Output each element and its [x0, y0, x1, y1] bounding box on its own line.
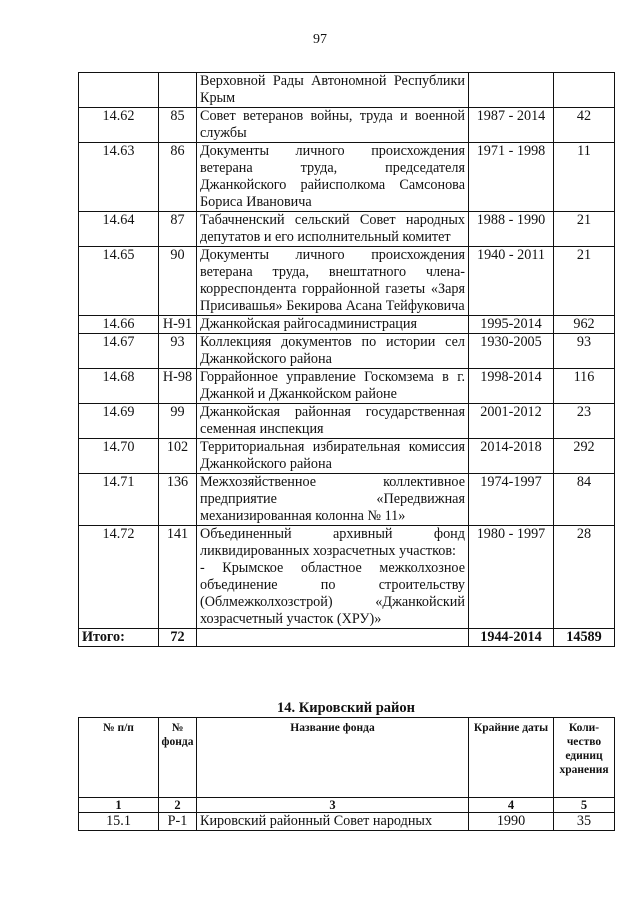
total-row	[79, 629, 615, 647]
date-range: 1995-2014	[469, 316, 554, 334]
column-index: 5	[554, 798, 615, 813]
fund-number: Р-1	[159, 813, 197, 831]
fund-name: Горрайонное управление Госкомзема в г. Джанкой и Джанкойском районе	[197, 369, 469, 404]
fund-number: 86	[159, 143, 197, 212]
row-number: 14.67	[79, 334, 159, 369]
date-range	[469, 73, 554, 108]
column-index-row	[79, 798, 615, 813]
table-row	[79, 369, 615, 404]
storage-unit-count: 42	[554, 108, 615, 143]
table-row	[79, 247, 615, 316]
storage-unit-count: 962	[554, 316, 615, 334]
header-fund: № фонда	[159, 718, 197, 798]
column-index: 3	[197, 798, 469, 813]
date-range: 1980 - 1997	[469, 526, 554, 629]
table-row	[79, 212, 615, 247]
table-row	[79, 73, 615, 108]
column-index: 1	[79, 798, 159, 813]
header-row	[79, 718, 615, 798]
fund-number: 141	[159, 526, 197, 629]
total-fund-count: 72	[159, 629, 197, 647]
header-dates: Крайние даты	[469, 718, 554, 798]
total-label: Итого:	[79, 629, 159, 647]
date-range: 1988 - 1990	[469, 212, 554, 247]
storage-unit-count: 116	[554, 369, 615, 404]
row-number: 14.62	[79, 108, 159, 143]
fund-number	[159, 73, 197, 108]
column-index: 4	[469, 798, 554, 813]
table-row	[79, 316, 615, 334]
storage-unit-count: 292	[554, 439, 615, 474]
storage-unit-count: 21	[554, 247, 615, 316]
fund-name: Объединенный архивный фонд ликвидированных хозрасчетных участков: - Крымское областное межколхозное объединение по строительству (Облмежколхозстрой) «Джанкойский хозрасчетный участок (ХРУ)»	[197, 526, 469, 629]
fund-number: 85	[159, 108, 197, 143]
date-range: 1990	[469, 813, 554, 831]
row-number: 14.65	[79, 247, 159, 316]
storage-unit-count: 35	[554, 813, 615, 831]
row-number: 14.64	[79, 212, 159, 247]
storage-unit-count	[554, 73, 615, 108]
fund-number: Н-91	[159, 316, 197, 334]
fund-number: 102	[159, 439, 197, 474]
storage-unit-count: 84	[554, 474, 615, 526]
fund-name: Межхозяйственное коллективное предприятие «Передвижная механизированная колонна № 11»	[197, 474, 469, 526]
total-empty	[197, 629, 469, 647]
table-row	[79, 526, 615, 629]
fund-name: Табачненский сельский Совет народных депутатов и его исполнительный комитет	[197, 212, 469, 247]
header-num: № п/п	[79, 718, 159, 798]
row-number: 14.63	[79, 143, 159, 212]
row-number	[79, 73, 159, 108]
storage-unit-count: 93	[554, 334, 615, 369]
fund-name: Документы личного происхождения ветерана труда, председателя Джанкойского райисполкома Самсонова Бориса Ивановича	[197, 143, 469, 212]
fund-name: Документы личного происхождения ветерана труда, внештатного члена-корреспондента горрайонной газеты «Заря Присивашья» Бекирова Асана Тейфуковича	[197, 247, 469, 316]
total-date-range: 1944-2014	[469, 629, 554, 647]
table-row	[79, 334, 615, 369]
storage-unit-count: 11	[554, 143, 615, 212]
fund-number: 87	[159, 212, 197, 247]
date-range: 2014-2018	[469, 439, 554, 474]
storage-unit-count: 23	[554, 404, 615, 439]
fund-number: 99	[159, 404, 197, 439]
table-row	[79, 404, 615, 439]
row-number: 15.1	[79, 813, 159, 831]
date-range: 1998-2014	[469, 369, 554, 404]
fund-name: Верховной Рады Автономной Республики Крым	[197, 73, 469, 108]
table-row	[79, 439, 615, 474]
table-row	[79, 813, 615, 831]
header-name: Название фонда	[197, 718, 469, 798]
section-title: 14. Кировский район	[277, 700, 415, 716]
total-storage-units: 14589	[554, 629, 615, 647]
fund-number: 136	[159, 474, 197, 526]
fund-name: Совет ветеранов войны, труда и военной службы	[197, 108, 469, 143]
table-row	[79, 474, 615, 526]
fund-number: 90	[159, 247, 197, 316]
header-count: Коли-чество единиц хранения	[554, 718, 615, 798]
fund-number: 93	[159, 334, 197, 369]
date-range: 1940 - 2011	[469, 247, 554, 316]
row-number: 14.69	[79, 404, 159, 439]
page-number: 97	[313, 32, 327, 47]
fund-number: Н-98	[159, 369, 197, 404]
fund-name: Коллекцияя документов по истории сел Джанкойского района	[197, 334, 469, 369]
row-number: 14.68	[79, 369, 159, 404]
date-range: 2001-2012	[469, 404, 554, 439]
kirovsky-funds-table	[78, 717, 615, 831]
storage-unit-count: 28	[554, 526, 615, 629]
fund-name: Кировский районный Совет народных	[197, 813, 469, 831]
storage-unit-count: 21	[554, 212, 615, 247]
row-number: 14.71	[79, 474, 159, 526]
archive-funds-table	[78, 72, 615, 647]
fund-name: Джанкойская райгосадминистрация	[197, 316, 469, 334]
fund-name: Джанкойская районная государственная семенная инспекция	[197, 404, 469, 439]
row-number: 14.70	[79, 439, 159, 474]
fund-name: Территориальная избирательная комиссия Джанкойского района	[197, 439, 469, 474]
date-range: 1971 - 1998	[469, 143, 554, 212]
column-index: 2	[159, 798, 197, 813]
table-row	[79, 108, 615, 143]
date-range: 1974-1997	[469, 474, 554, 526]
row-number: 14.72	[79, 526, 159, 629]
row-number: 14.66	[79, 316, 159, 334]
date-range: 1987 - 2014	[469, 108, 554, 143]
table-row	[79, 143, 615, 212]
date-range: 1930-2005	[469, 334, 554, 369]
